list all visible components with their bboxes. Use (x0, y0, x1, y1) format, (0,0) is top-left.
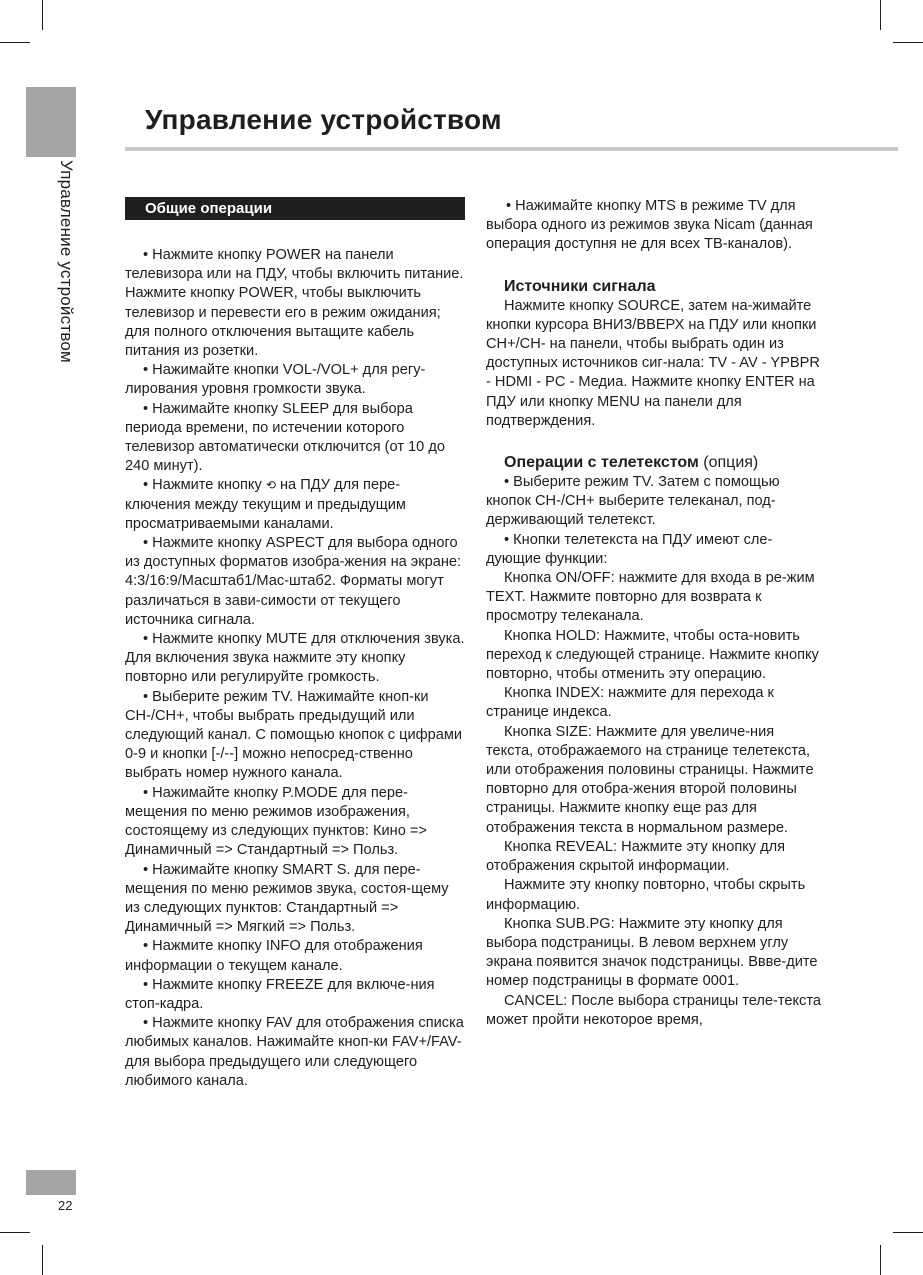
teletext-heading-option: (опция) (703, 454, 759, 472)
bullet-aspect: • Нажмите кнопку ASPECT для выбора одного из доступных форматов изобра-жения на экране: 4:3/16:9/Масштаб1/Мас-штаб2. Форматы могут различаться в зави-симости от текущего источника сигнала. (125, 535, 462, 628)
teletext-select: • Выберите режим TV. Затем с помощью кнопок CH-/CH+ выберите телеканал, под-держивающий телетекст. (486, 474, 780, 529)
teletext-index: Кнопка INDEX: нажмите для перехода к странице индекса. (486, 685, 774, 721)
page-title: Управление устройством (145, 104, 502, 135)
crop-mark (0, 1232, 30, 1233)
bullet-recall-rest: на ПДУ для пере-ключения между текущим и предыдущим просматриваемыми каналами. (125, 477, 406, 532)
crop-mark (880, 1245, 881, 1275)
bullet-smart-sound: • Нажимайте кнопку SMART S. для пере-мещения по меню режимов звука, состоя-щему из следующих пунктов: Стандартный => Динамичный => Мягкий => Польз. (125, 861, 449, 936)
page-number: 22 (58, 1198, 73, 1213)
teletext-hold: Кнопка HOLD: Нажмите, чтобы оста-новить переход к следующей странице. Нажмите кнопку повторно, чтобы отменить эту операцию. (486, 627, 819, 683)
teletext-functions: • Кнопки телетекста на ПДУ имеют сле-дующие функции: (486, 531, 773, 567)
teletext-reveal: Кнопка REVEAL: Нажмите эту кнопку для отображения скрытой информации. (486, 838, 786, 875)
crop-mark (880, 0, 881, 30)
teletext-heading-text: Операции с телетекстом (504, 454, 699, 472)
recall-icon: ⟲ (265, 478, 276, 493)
bullet-recall (125, 476, 465, 534)
bullet-sleep: • Нажимайте кнопку SLEEP для выбора периода времени, по истечении которого телевизор автоматически отключится (от 10 до 240 минут). (125, 400, 445, 475)
title-rule (125, 147, 898, 151)
teletext-reveal-hide: Нажмите эту кнопку повторно, чтобы скрыть информацию. (486, 877, 806, 913)
bullet-power: • Нажмите кнопку POWER на панели телевизора или на ПДУ, чтобы включить питание. Нажмите кнопку POWER, чтобы выключить телевизор и перевести его в режим ожидания; для полного отключения вытащите кабель питания из розетки. (125, 247, 464, 360)
bullet-pmode: • Нажимайте кнопку P.MODE для пере-мещения по меню режимов изображения, состоящему из следующих пунктов: Кино => Динамичный => Стандартный => Польз. (125, 784, 427, 859)
sources-heading: Источники сигнала (504, 277, 656, 295)
teletext-onoff: Кнопка ON/OFF: нажмите для входа в ре-жим TEXT. Нажмите повторно для возврата к просмотру телеканала. (486, 570, 815, 625)
crop-mark (42, 0, 43, 30)
bullet-recall-lead: • Нажмите кнопку (143, 477, 262, 494)
side-label: Управление устройством (57, 160, 76, 363)
bullet-info: • Нажмите кнопку INFO для отображения информации о текущем канале. (125, 938, 423, 974)
sources-text: Нажмите кнопку SOURCE, затем на-жимайте кнопки курсора ВНИЗ/ВВЕРХ на ПДУ или кнопки CH+/CH- на панели, чтобы выбрать один из доступных источников сиг-нала: TV - AV - YPBPR - HDMI - PC - Медиа. Нажмите кнопку ENTER на ПДУ или кнопку MENU на панели для подтверждения. (486, 297, 820, 429)
crop-mark (893, 1232, 923, 1233)
bullet-mts: • Нажимайте кнопку MTS в режиме TV для выбора одного из режимов звука Nicam (данная операция доступня не для всех ТВ-каналов). (486, 198, 813, 253)
bullet-volume: • Нажимайте кнопки VOL-/VOL+ для регу-лирования уровня громкости звука. (125, 362, 426, 398)
side-tab (26, 87, 76, 157)
crop-mark (893, 42, 923, 43)
bullet-freeze: • Нажмите кнопку FREEZE для включе-ния стоп-кадра. (125, 976, 435, 1012)
teletext-size: Кнопка SIZE: Нажмите для увеличе-ния текста, отображаемого на странице телетекста, или отображения половины страницы. Нажмите повторно для отобра-жения второй половины страницы. Нажмите кнопку еще раз для отображения текста в нормальном размере. (486, 723, 814, 836)
right-column (486, 197, 824, 1030)
bullet-fav: • Нажмите кнопку FAV для отображения списка любимых каналов. Нажимайте кноп-ки FAV+/FAV- для выбора предыдущего или следующего любимого канала. (125, 1015, 464, 1089)
page-number-tab (26, 1170, 76, 1195)
teletext-heading (486, 453, 824, 473)
bullet-channel: • Выберите режим TV. Нажимайте кноп-ки CH-/CH+, чтобы выбрать предыдущий или следующий канал. С помощью кнопок с цифрами 0-9 и кнопки [-/--] можно непосред-ственно выбрать номер нужного канала. (125, 688, 463, 782)
crop-mark (42, 1245, 43, 1275)
teletext-cancel: CANCEL: После выбора страницы теле-текста может пройти некоторое время, (486, 992, 821, 1028)
teletext-subpage: Кнопка SUB.PG: Нажмите эту кнопку для выбора подстраницы. В левом верхнем углу экрана появится значок подстраницы. Ввве-дите номер подстраницы в формате 0001. (486, 915, 818, 990)
left-column (125, 197, 465, 1091)
bullet-mute: • Нажмите кнопку MUTE для отключения звука. Для включения звука нажмите эту кнопку повторно или регулируйте громкость. (125, 631, 465, 686)
section-heading-general: Общие операции (125, 197, 465, 220)
crop-mark (0, 42, 30, 43)
